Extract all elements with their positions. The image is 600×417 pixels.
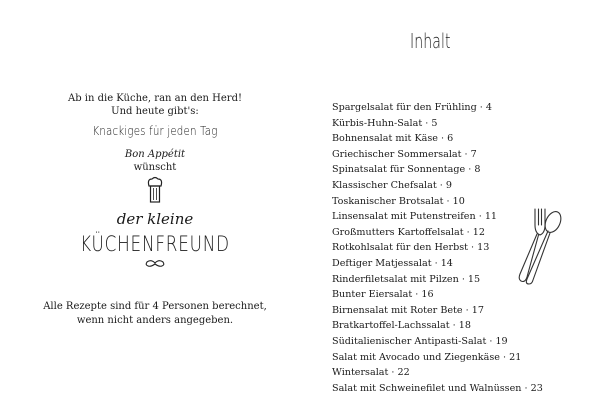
chef-hat-icon [146, 176, 164, 206]
toc-item: Spargelsalat für den Frühling · 4 [332, 102, 492, 113]
toc-item: Spinatsalat für Sonnentage · 8 [332, 164, 481, 176]
intro-text [60, 92, 250, 118]
toc-item: Griechischer Sommersalat · 7 [332, 148, 477, 160]
brand-line-2: KÜCHENFREUND [80, 232, 230, 256]
toc-heading: Inhalt [410, 29, 451, 53]
toc-item: Toskanischer Brotsalat · 10 [332, 195, 465, 207]
toc-item: Deftiger Matjessalat · 14 [332, 257, 453, 269]
note-line-2: wenn nicht anders angegeben. [76, 315, 234, 326]
mustache-icon [144, 259, 166, 269]
toc-item: Großmutters Kartoffelsalat · 12 [332, 226, 485, 238]
tagline: Knackiges für jeden Tag [92, 123, 218, 138]
toc-item: Bunter Eiersalat · 16 [332, 289, 434, 301]
toc-item: Süditalienischer Antipasti-Salat · 19 [332, 335, 508, 347]
wishes-text: wünscht [133, 162, 177, 173]
bon-appetit-text: Bon Appétit [124, 149, 186, 160]
toc-item: Rotkohlsalat für den Herbst · 13 [332, 242, 490, 254]
table-of-contents [332, 100, 543, 396]
toc-item: Salat mit Avocado und Ziegenkäse · 21 [332, 351, 522, 363]
toc-item: Wintersalat · 22 [332, 367, 410, 379]
note-line-1: Alle Rezepte sind für 4 Personen berechnet, [43, 301, 267, 312]
right-page [300, 0, 600, 417]
toc-item: Klassischer Chefsalat · 9 [332, 179, 452, 191]
toc-item: Birnensalat mit Roter Bete · 17 [332, 304, 484, 316]
toc-item: Bratkartoffel-Lachssalat · 18 [332, 320, 471, 332]
brand-line-1: der kleine [116, 210, 194, 228]
portion-note [40, 300, 270, 328]
toc-item: Linsensalat mit Putenstreifen · 11 [332, 211, 498, 223]
salad-servers-icon [513, 205, 565, 287]
toc-item: Bohnensalat mit Käse · 6 [332, 133, 454, 145]
toc-item: Rinderfiletsalat mit Pilzen · 15 [332, 273, 481, 285]
intro-line-1: Ab in die Küche, ran an den Herd! [67, 93, 243, 104]
toc-item: Salat mit Schweinefilet und Walnüssen · 23 [332, 382, 543, 394]
intro-line-2: Und heute gibt's: [111, 106, 199, 117]
bon-appetit-block [60, 148, 250, 174]
toc-item: Kürbis-Huhn-Salat · 5 [332, 117, 438, 129]
